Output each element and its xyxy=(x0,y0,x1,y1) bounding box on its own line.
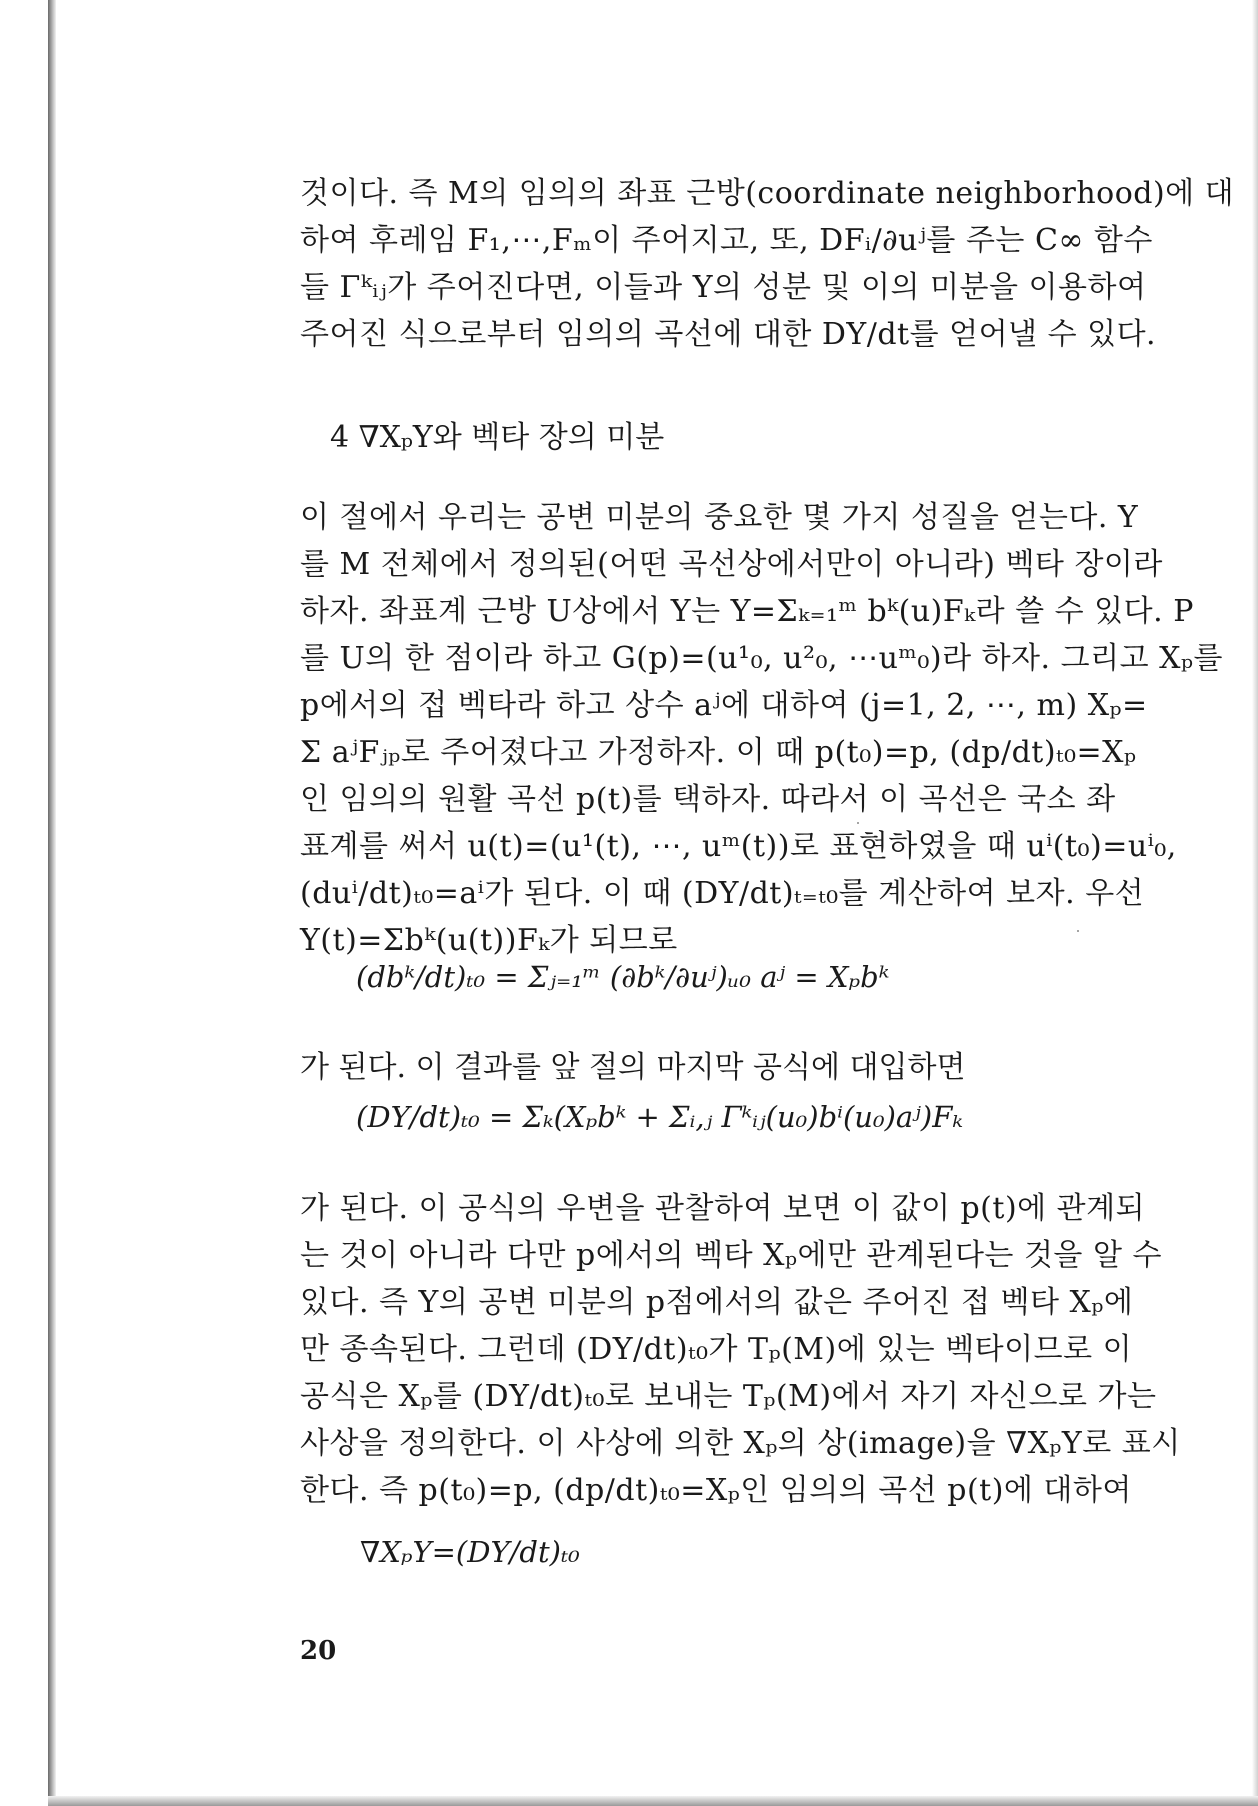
text-line: Σ aʲFⱼₚ로 주어졌다고 가정하자. 이 때 p(t₀)=p, (dp/dt)ₜ₀=Xₚ xyxy=(300,735,1137,770)
page-number: 20 xyxy=(300,1636,337,1666)
page-bottom-edge xyxy=(48,1796,1258,1806)
paragraph-a xyxy=(300,170,1235,358)
section-heading: 4 ∇XₚY와 벡타 장의 미분 xyxy=(330,420,665,455)
text-line: 것이다. 즉 M의 임의의 좌표 근방(coordinate neighborhood)에 대 xyxy=(300,176,1235,211)
text-line: 를 M 전체에서 정의된(어떤 곡선상에서만이 아니라) 벡타 장이라 xyxy=(300,547,1163,582)
text-line: 있다. 즉 Y의 공변 미분의 p점에서의 값은 주어진 접 벡타 Xₚ에 xyxy=(300,1285,1134,1320)
page-right-edge xyxy=(1252,0,1258,1806)
paragraph-b xyxy=(300,494,1223,964)
scan-speck xyxy=(1077,930,1079,932)
text-line: 한다. 즉 p(t₀)=p, (dp/dt)ₜ₀=Xₚ인 임의의 곡선 p(t)에 대하여 xyxy=(300,1473,1132,1508)
equation-2: (DY/dt)ₜ₀ = Σₖ(Xₚbᵏ + Σᵢ,ⱼ Γᵏᵢⱼ(u₀)bⁱ(u₀)aʲ)Fₖ xyxy=(356,1100,963,1134)
text-line: p에서의 접 벡타라 하고 상수 aʲ에 대하여 (j=1, 2, ⋯, m) Xₚ= xyxy=(300,688,1148,723)
text-line: 들 Γᵏᵢⱼ가 주어진다면, 이들과 Y의 성분 및 이의 미분을 이용하여 xyxy=(300,270,1147,305)
text-line: 이 절에서 우리는 공변 미분의 중요한 몇 가지 성질을 얻는다. Y xyxy=(300,500,1139,535)
paragraph-c xyxy=(300,1185,1181,1514)
text-line: 하여 후레임 F₁,⋯,Fₘ이 주어지고, 또, DFᵢ/∂uʲ를 주는 C∞ 함수 xyxy=(300,223,1153,258)
text-line: 는 것이 아니라 다만 p에서의 벡타 Xₚ에만 관계된다는 것을 알 수 xyxy=(300,1238,1162,1273)
text-line: 가 된다. 이 결과를 앞 절의 마지막 공식에 대입하면 xyxy=(300,1050,966,1085)
text-line: 하자. 좌표계 근방 U상에서 Y는 Y=Σₖ₌₁ᵐ bᵏ(u)Fₖ라 쓸 수 있다. P xyxy=(300,594,1194,629)
scan-speck xyxy=(857,822,859,824)
text-line: Y(t)=Σbᵏ(u(t))Fₖ가 되므로 xyxy=(300,923,678,958)
text-line: 주어진 식으로부터 임의의 곡선에 대한 DY/dt를 얻어낼 수 있다. xyxy=(300,317,1157,352)
equation-3: ∇XₚY=(DY/dt)ₜ₀ xyxy=(360,1535,580,1569)
equation-1: (dbᵏ/dt)ₜ₀ = Σⱼ₌₁ᵐ (∂bᵏ/∂uʲ)ᵤ₀ aʲ = Xₚbᵏ xyxy=(356,960,890,994)
text-line: 표계를 써서 u(t)=(u¹(t), ⋯, uᵐ(t))로 표현하였을 때 uⁱ(t₀)=uⁱ₀, xyxy=(300,829,1177,864)
text-line: 공식은 Xₚ를 (DY/dt)ₜ₀로 보내는 Tₚ(M)에서 자기 자신으로 가는 xyxy=(300,1379,1157,1414)
page-binding-edge xyxy=(48,0,56,1806)
text-line: (duⁱ/dt)ₜ₀=aⁱ가 된다. 이 때 (DY/dt)ₜ₌ₜ₀를 계산하여 보자. 우선 xyxy=(300,876,1145,911)
text-line: 인 임의의 원활 곡선 p(t)를 택하자. 따라서 이 곡선은 국소 좌 xyxy=(300,782,1116,817)
text-line: 만 종속된다. 그런데 (DY/dt)ₜ₀가 Tₚ(M)에 있는 벡타이므로 이 xyxy=(300,1332,1133,1367)
text-line: 가 된다. 이 공식의 우변을 관찰하여 보면 이 값이 p(t)에 관계되 xyxy=(300,1191,1146,1226)
text-line: 를 U의 한 점이라 하고 G(p)=(u¹₀, u²₀, ⋯uᵐ₀)라 하자. 그리고 Xₚ를 xyxy=(300,641,1223,676)
text-line: 사상을 정의한다. 이 사상에 의한 Xₚ의 상(image)을 ∇XₚY로 표시 xyxy=(300,1426,1181,1461)
